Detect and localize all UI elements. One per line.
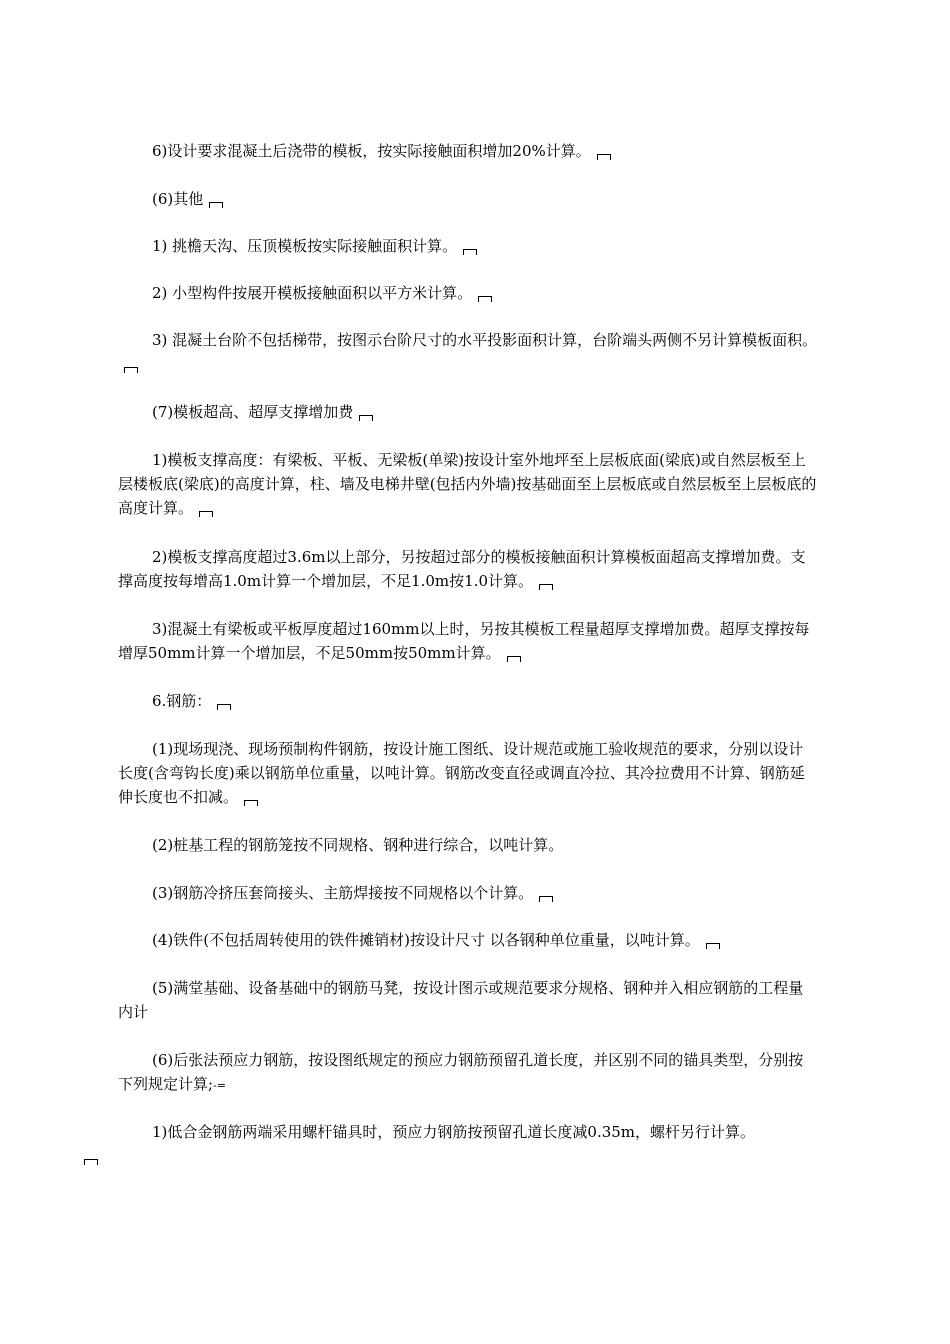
paragraph-text: 2)模板支撑高度超过3.6m以上部分，另按超过部分的模板接触面积计算模板面超高支撑增加费。支撑高度按每增高1.0m计算一个增加层，不足1.0m按1.0计算。 bbox=[118, 548, 806, 590]
paragraph bbox=[118, 689, 818, 713]
paragraph-text: 2) 小型构件按展开模板接触面积以平方米计算。 bbox=[152, 284, 473, 302]
paragraph-mark-icon bbox=[359, 415, 373, 421]
paragraph-text: 1) 挑檐天沟、压顶模板按实际接触面积计算。 bbox=[152, 237, 458, 255]
paragraph-mark-icon bbox=[217, 704, 231, 710]
paragraph-trailing-mark: -= bbox=[213, 1079, 226, 1092]
paragraph-text: 3)混凝土有梁板或平板厚度超过160mm以上时，另按其模板工程量超厚支撑增加费。超厚支撑按每增厚50mm计算一个增加层，不足50mm按50mm计算。 bbox=[118, 620, 810, 662]
paragraph-mark-icon bbox=[706, 943, 720, 949]
paragraph bbox=[118, 545, 818, 593]
paragraph bbox=[118, 928, 818, 952]
paragraph-mark-icon bbox=[507, 656, 521, 662]
paragraph bbox=[118, 187, 818, 211]
paragraph bbox=[118, 234, 818, 258]
paragraph bbox=[118, 881, 818, 905]
paragraph bbox=[118, 448, 818, 520]
paragraph bbox=[118, 976, 818, 1024]
paragraph-mark-icon bbox=[84, 1159, 98, 1165]
paragraph bbox=[118, 833, 818, 857]
paragraph-text: 6.钢筋： bbox=[152, 692, 212, 710]
paragraph-text: 6)设计要求混凝土后浇带的模板，按实际接触面积增加20%计算。 bbox=[152, 142, 591, 160]
paragraph bbox=[118, 617, 818, 665]
paragraph-mark-icon bbox=[199, 511, 213, 517]
paragraph bbox=[118, 1120, 818, 1168]
paragraph-text: (7)模板超高、超厚支撑增加费 bbox=[152, 403, 354, 421]
paragraph-text: (3)钢筋冷挤压套筒接头、主筋焊接按不同规格以个计算。 bbox=[152, 884, 534, 902]
paragraph-text: 3) 混凝土台阶不包括梯带，按图示台阶尺寸的水平投影面积计算，台阶端头两侧不另计算模板面积。 bbox=[152, 331, 818, 349]
paragraph-text: 1)模板支撑高度：有梁板、平板、无梁板(单梁)按设计室外地坪至上层板底面(梁底)或自然层板至上层楼板底(梁底)的高度计算，柱、墙及电梯井壁(包括内外墙)按基础面至上层板底或自然层板至上层板底的高度计算。 bbox=[118, 451, 817, 517]
paragraph bbox=[118, 400, 818, 424]
paragraph bbox=[118, 281, 818, 305]
paragraph bbox=[118, 1048, 818, 1098]
paragraph-text: (4)铁件(不包括周转使用的铁件摊销材)按设计尺寸 以各钢种单位重量，以吨计算。 bbox=[152, 931, 700, 949]
paragraph bbox=[118, 328, 818, 376]
paragraph-text: 1)低合金钢筋两端采用螺杆锚具时，预应力钢筋按预留孔道长度减0.35m，螺杆另行计算。 bbox=[152, 1123, 756, 1141]
paragraph-text: (6)后张法预应力钢筋，按设图纸规定的预应力钢筋预留孔道长度，并区别不同的锚具类型，分别按下列规定计算; bbox=[118, 1051, 804, 1093]
paragraph-mark-icon bbox=[463, 249, 477, 255]
paragraph-text: (5)满堂基础、设备基础中的钢筋马凳，按设计图示或规范要求分规格、钢种并入相应钢筋的工程量内计 bbox=[118, 979, 804, 1021]
paragraph bbox=[118, 737, 818, 809]
paragraph-mark-icon bbox=[244, 800, 258, 806]
paragraph-text: (6)其他 bbox=[152, 190, 204, 208]
paragraph-text: (1)现场现浇、现场预制构件钢筋，按设计施工图纸、设计规范或施工验收规范的要求，分别以设计长度(含弯钩长度)乘以钢筋单位重量，以吨计算。钢筋改变直径或调直冷拉、其冷拉费用不计算、钢筋延伸长度也不扣减。 bbox=[118, 740, 805, 806]
paragraph-mark-icon bbox=[539, 896, 553, 902]
paragraph-mark-icon bbox=[209, 202, 223, 208]
paragraph-mark-icon bbox=[597, 154, 611, 160]
paragraph bbox=[118, 139, 818, 163]
paragraph-mark-icon bbox=[124, 367, 138, 373]
paragraph-mark-icon bbox=[478, 296, 492, 302]
paragraph-mark-icon bbox=[539, 584, 553, 590]
paragraph-text: (2)桩基工程的钢筋笼按不同规格、钢种进行综合，以吨计算。 bbox=[152, 836, 564, 854]
